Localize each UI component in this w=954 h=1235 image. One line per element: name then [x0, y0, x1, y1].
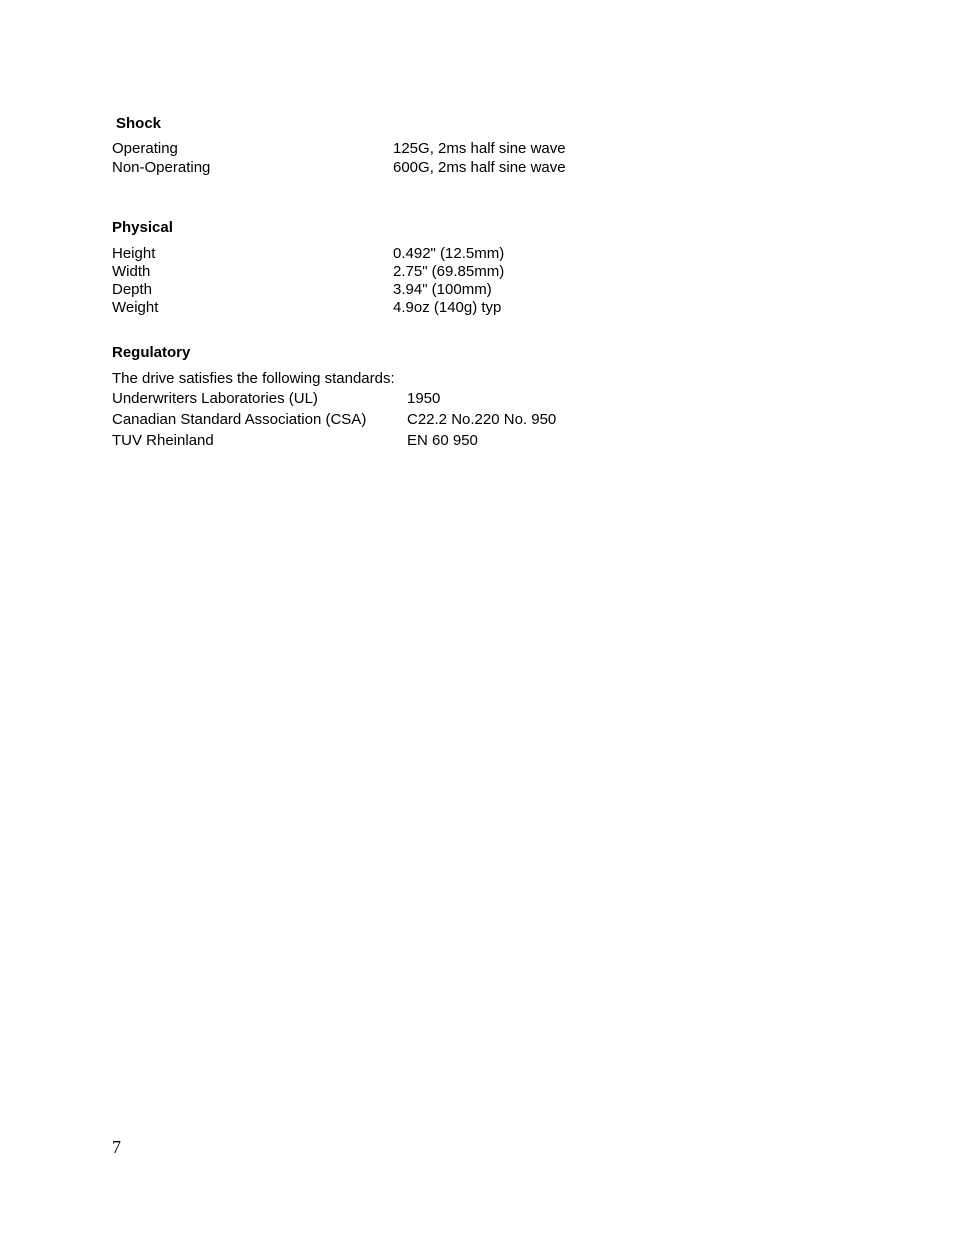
standard-value: EN 60 950	[407, 432, 478, 449]
spec-row-non-operating	[112, 159, 712, 177]
spec-value: 0.492" (12.5mm)	[393, 245, 505, 262]
spec-row-height	[112, 245, 712, 263]
spec-value: 4.9oz (140g) typ	[393, 299, 502, 316]
standard-row-csa	[112, 411, 712, 429]
standard-label: Underwriters Laboratories (UL)	[112, 390, 318, 407]
spec-label: Depth	[112, 281, 153, 298]
spec-label: Operating	[112, 140, 178, 157]
spec-label: Width	[112, 263, 151, 280]
standard-value: 1950	[407, 390, 441, 407]
spec-label: Weight	[112, 299, 159, 316]
regulatory-intro: The drive satisfies the following standards:	[112, 370, 395, 387]
standard-row-ul	[112, 390, 712, 408]
standard-label: Canadian Standard Association (CSA)	[112, 411, 367, 428]
spec-row-width	[112, 263, 712, 281]
spec-row-depth	[112, 281, 712, 299]
spec-label: Height	[112, 245, 156, 262]
spec-label: Non-Operating	[112, 159, 211, 176]
spec-row-operating	[112, 140, 712, 158]
standard-label: TUV Rheinland	[112, 432, 214, 449]
spec-value: 125G, 2ms half sine wave	[393, 140, 566, 157]
standard-row-tuv	[112, 432, 712, 450]
spec-value: 2.75" (69.85mm)	[393, 263, 505, 280]
spec-row-weight	[112, 299, 712, 317]
standard-value: C22.2 No.220 No. 950	[407, 411, 557, 428]
spec-value: 3.94" (100mm)	[393, 281, 492, 298]
physical-heading: Physical	[112, 219, 173, 236]
shock-heading: Shock	[116, 115, 162, 132]
page-number: 7	[112, 1137, 121, 1157]
regulatory-heading: Regulatory	[112, 344, 191, 361]
spec-value: 600G, 2ms half sine wave	[393, 159, 566, 176]
